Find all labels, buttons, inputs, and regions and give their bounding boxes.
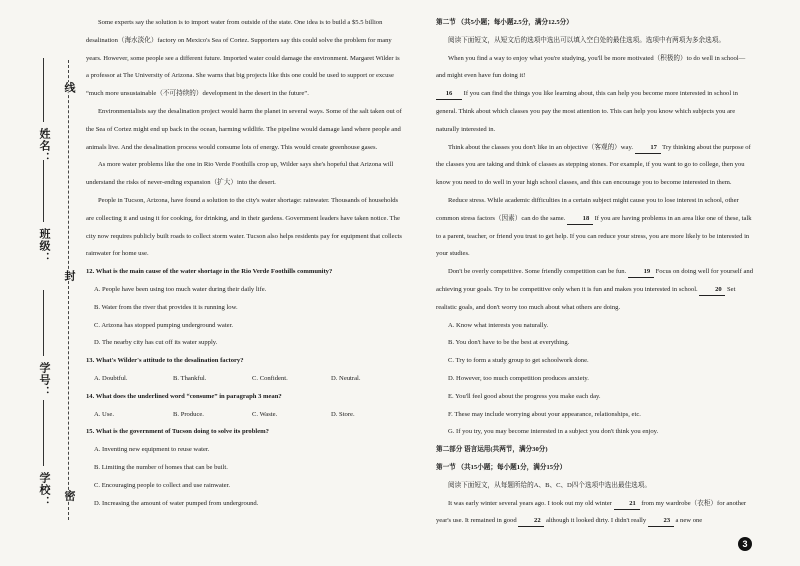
cloze-text-4: a new one	[675, 517, 703, 525]
option-g[interactable]: G. If you try, you may become interested in a subject you don't think you enjoy.	[448, 428, 659, 436]
q14-options	[86, 406, 402, 424]
blank-16[interactable]: 16	[436, 89, 462, 100]
passage-paragraph-1: Some experts say the solution is to import water from outside of the state. One idea is to build a $5.5 billion desalination（海水淡化）factory on Mexico's Sea of Cortez. Supporters say this could solve the problem for many years. However, some people see a different future. Imported water could damage the environment. Margaret Wilder is a professor at The University of Arizona. She warns that big projects like this one could be used to support or excuse “much more unsustainable（不可持续的）development in the desert in the future”.	[86, 19, 400, 98]
binding-margin	[0, 0, 60, 566]
blank-19[interactable]: 19	[628, 267, 654, 278]
q12-option-b[interactable]: B. Water from the river that provides it is running low.	[94, 303, 238, 311]
q15-option-c[interactable]: C. Encouraging people to collect and use rainwater.	[94, 481, 231, 489]
paragraph-20-text: Set realistic goals, and don't worry too much about what others are doing.	[436, 285, 736, 311]
blank-17[interactable]: 17	[635, 143, 661, 154]
q13-option-b[interactable]: B. Thankful.	[173, 374, 207, 382]
paragraph-17-text-b: Try thinking about the purpose of the classes you are taking and think of classes as stepping stones. For example, if you want to go to college, then you know you need to do well in your high school classes, and this can encourage you to become interested in them.	[436, 143, 751, 187]
q13-option-a[interactable]: A. Doubtful.	[94, 374, 128, 382]
paragraph-17	[436, 139, 754, 192]
q14-option-a[interactable]: A. Use.	[94, 410, 114, 418]
q15-option-b[interactable]: B. Limiting the number of homes that can be built.	[94, 463, 228, 471]
passage-intro: When you find a way to enjoy what you're studying, you'll be more motivated（积极的）to do well in school—and might even have fun doing it!	[436, 54, 746, 80]
student-id-label: 学号：	[38, 362, 50, 398]
q14-option-c[interactable]: C. Waste.	[252, 410, 278, 418]
left-column	[86, 14, 402, 512]
paragraph-19-text-b: Focus on doing well for yourself and achieving your goals. Try to be competitive only when it is fun and makes you interested in school.	[436, 268, 754, 293]
cloze-paragraph	[436, 495, 754, 531]
blank-23[interactable]: 23	[648, 516, 674, 527]
question-13: 13. What's Wilder's attitude to the desalination factory?	[86, 357, 244, 365]
option-a[interactable]: A. Know what interests you naturally.	[448, 321, 549, 329]
q15-option-a[interactable]: A. Inventing new equipment to reuse water.	[94, 446, 210, 454]
cloze-text-3: although it looked dirty. I didn't really	[545, 517, 647, 525]
right-column	[436, 14, 754, 530]
q14-option-b[interactable]: B. Produce.	[173, 410, 204, 418]
name-write-line[interactable]	[43, 58, 44, 122]
paragraph-18-text-b: If you are having problems in an area like one of these, talk to a parent, teacher, or friend you trust to get help. If you can reduce your stress, you are more likely to be interested in your studies.	[436, 214, 752, 258]
cut-mark-seal: 封	[63, 270, 75, 281]
q14-option-d[interactable]: D. Store.	[331, 410, 355, 418]
cut-line	[68, 60, 69, 520]
cut-mark-line: 线	[63, 82, 75, 93]
paragraph-19	[436, 263, 754, 316]
blank-22[interactable]: 22	[518, 516, 544, 527]
part-2-title: 第二部分 语言运用(共两节，满分30分)	[436, 446, 548, 454]
student-id-write-line[interactable]	[43, 290, 44, 356]
blank-21[interactable]: 21	[614, 499, 640, 510]
paragraph-16	[436, 85, 754, 138]
name-label: 姓名：	[38, 128, 50, 164]
cut-mark-secret: 密	[63, 490, 75, 501]
passage-paragraph-2: Environmentalists say the desalination project would harm the planet in several ways. Some of the salt taken out of the Sea of Cortez might end up back in the ocean, harming wildlife. The pipeline would damage land where people and animals live. And the desalination process would consume lots of energy. This would create greenhouse gases.	[86, 107, 402, 151]
q12-option-c[interactable]: C. Arizona has stopped pumping underground water.	[94, 321, 234, 329]
option-d[interactable]: D. However, too much competition produces anxiety.	[448, 374, 589, 382]
blank-20[interactable]: 20	[699, 285, 725, 296]
cloze-text-2: from my wardrobe（衣柜）for another year's use. It remained in good	[436, 499, 747, 525]
section-1-title: 第一节 （共15小题；每小题1分，满分15分）	[436, 463, 567, 471]
q13-option-d[interactable]: D. Neutral.	[331, 374, 361, 382]
passage-paragraph-3: As more water problems like the one in Rio Verde Foothills crop up, Wilder says she's hopeful that Arizona will understand the risks of never-ending expansion（扩大）into the desert.	[86, 161, 394, 187]
section-2-instructions: 阅读下面短文，从短文后的选项中选出可以填入空白处的最佳选项。选项中有两项为多余选项。	[448, 36, 725, 44]
school-label: 学校：	[38, 472, 50, 508]
page-number-badge: 3	[738, 537, 752, 551]
q12-option-a[interactable]: A. People have been using too much water during their daily life.	[94, 285, 267, 293]
option-b[interactable]: B. You don't have to be the best at everything.	[448, 339, 570, 347]
question-12: 12. What is the main cause of the water shortage in the Rio Verde Foothills community?	[86, 268, 333, 276]
school-write-line[interactable]	[43, 400, 44, 466]
paragraph-17-text-a: Think about the classes you don't like in an objective（客观的）way.	[448, 143, 633, 151]
q13-option-c[interactable]: C. Confident.	[252, 374, 288, 382]
class-write-line[interactable]	[43, 160, 44, 222]
blank-18[interactable]: 18	[567, 214, 593, 225]
question-15: 15. What is the government of Tucson doing to solve its problem?	[86, 428, 269, 436]
section-1-instructions: 阅读下面短文，从每题所给的A、B、C、D四个选项中选出最佳选项。	[448, 481, 651, 489]
paragraph-18-text-a: Reduce stress. While academic difficulties in a certain subject might cause you to lose interest in school, other common stress factors（因素）can do the same.	[436, 196, 739, 222]
class-label: 班级：	[38, 228, 50, 264]
q13-options	[86, 370, 402, 388]
question-14: 14. What does the underlined word “consume” in paragraph 3 mean?	[86, 392, 282, 400]
option-f[interactable]: F. These may include worrying about your appearance, relationships, etc.	[448, 410, 641, 418]
paragraph-18	[436, 192, 754, 263]
q15-option-d[interactable]: D. Increasing the amount of water pumped from underground.	[94, 499, 259, 507]
section-2-title: 第二节 （共5小题；每小题2.5分，满分12.5分）	[436, 19, 573, 26]
paragraph-19-text-a: Don't be overly competitive. Some friendly competition can be fun.	[448, 268, 627, 276]
q12-option-d[interactable]: D. The nearby city has cut off its water supply.	[94, 339, 218, 347]
passage-paragraph-4: People in Tucson, Arizona, have found a solution to the city's water shortage: rainwater. Thousands of households are collecting it and using it for cooking, for drinking, and in their gardens. Government leaders have taken notice. The city now requires publicly built roads to collect storm water. Tucson also helps residents pay for equipment that collects rainwater for home use.	[86, 196, 402, 258]
option-c[interactable]: C. Try to form a study group to get schoolwork done.	[448, 357, 589, 365]
paragraph-16-text: If you can find the things you like learning about, this can help you become more interested in school in general. Think about which classes you pay the most attention to. This can help you know which subjects you are naturally interested in.	[436, 90, 738, 133]
option-e[interactable]: E. You'll feel good about the progress you make each day.	[448, 392, 601, 400]
cloze-text-1: It was early winter several years ago. I took out my old winter	[448, 499, 612, 507]
